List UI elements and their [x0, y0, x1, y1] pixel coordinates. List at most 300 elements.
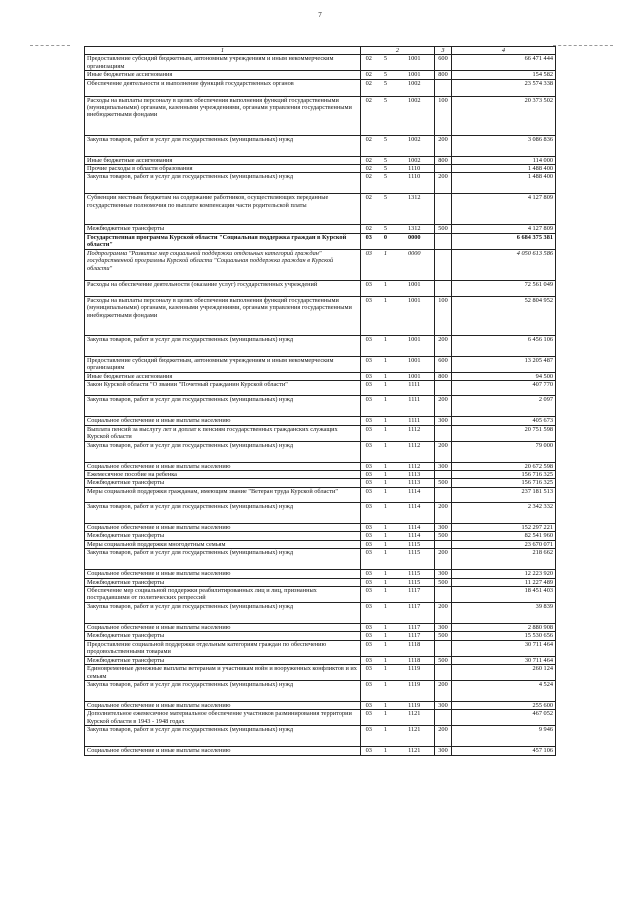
row-code-subprogram-cell: 1 — [377, 462, 395, 470]
table-row — [85, 487, 556, 502]
row-name-cell: Прочие расходы в области образования — [85, 165, 361, 173]
table-row — [85, 632, 556, 640]
row-code-subprogram-cell: 1 — [377, 335, 395, 356]
row-name-cell: Иные бюджетные ассигнования — [85, 71, 361, 79]
row-code-direction-cell: 1114 — [395, 487, 435, 502]
row-expense-type-cell — [435, 165, 452, 173]
table-row — [85, 381, 556, 396]
table-row — [85, 96, 556, 135]
row-expense-type-cell: 100 — [435, 96, 452, 135]
row-name-cell: Закупка товаров, работ и услуг для государственных (муниципальных) нужд — [85, 602, 361, 623]
row-code-direction-cell: 1121 — [395, 726, 435, 747]
row-code-subprogram-cell: 1 — [377, 532, 395, 540]
table-row — [85, 233, 556, 249]
row-code-program-cell: 03 — [361, 549, 377, 570]
row-code-subprogram-cell: 1 — [377, 578, 395, 586]
table-row — [85, 296, 556, 335]
row-code-subprogram-cell: 1 — [377, 280, 395, 296]
row-name-cell: Предоставление субсидий бюджетным, автономным учреждениям и иным некоммерческим организациям — [85, 55, 361, 71]
row-amount-cell: 1 488 400 — [452, 165, 556, 173]
row-name-cell: Единовременные денежные выплаты ветеранам и участникам войн и вооруженных конфликтов и их семьям — [85, 665, 361, 681]
row-expense-type-cell: 200 — [435, 726, 452, 747]
row-expense-type-cell: 300 — [435, 747, 452, 755]
row-name-cell: Закупка товаров, работ и услуг для государственных (муниципальных) нужд — [85, 335, 361, 356]
row-name-cell: Межбюджетные трансферты — [85, 479, 361, 487]
row-code-program-cell: 03 — [361, 540, 377, 548]
row-code-subprogram-cell: 1 — [377, 710, 395, 726]
row-code-subprogram-cell: 5 — [377, 225, 395, 233]
row-name-cell: Закупка товаров, работ и услуг для государственных (муниципальных) нужд — [85, 441, 361, 462]
row-amount-cell: 4 127 809 — [452, 194, 556, 225]
row-code-subprogram-cell: 1 — [377, 623, 395, 631]
row-amount-cell: 237 181 513 — [452, 487, 556, 502]
row-code-subprogram-cell: 1 — [377, 680, 395, 701]
row-code-direction-cell: 1115 — [395, 540, 435, 548]
row-code-subprogram-cell: 1 — [377, 502, 395, 523]
row-name-cell: Социальное обеспечение и иные выплаты населению — [85, 623, 361, 631]
row-code-subprogram-cell: 1 — [377, 523, 395, 531]
row-expense-type-cell: 300 — [435, 462, 452, 470]
row-amount-cell: 2 097 — [452, 396, 556, 417]
row-code-subprogram-cell: 1 — [377, 471, 395, 479]
table-row — [85, 280, 556, 296]
table-row — [85, 623, 556, 631]
row-amount-cell: 4 050 613 586 — [452, 249, 556, 280]
table-row — [85, 135, 556, 156]
row-amount-cell: 467 052 — [452, 710, 556, 726]
table-row — [85, 680, 556, 701]
row-code-subprogram-cell: 1 — [377, 381, 395, 396]
row-expense-type-cell: 200 — [435, 396, 452, 417]
page-number: 7 — [318, 11, 322, 19]
row-code-program-cell: 03 — [361, 747, 377, 755]
row-code-program-cell: 03 — [361, 710, 377, 726]
table-row — [85, 225, 556, 233]
row-name-cell: Закупка товаров, работ и услуг для государственных (муниципальных) нужд — [85, 549, 361, 570]
row-code-program-cell: 03 — [361, 233, 377, 249]
row-code-program-cell: 03 — [361, 701, 377, 709]
row-code-program-cell: 03 — [361, 417, 377, 425]
row-code-program-cell: 03 — [361, 296, 377, 335]
row-code-subprogram-cell: 5 — [377, 194, 395, 225]
row-expense-type-cell: 500 — [435, 578, 452, 586]
row-code-direction-cell: 1117 — [395, 586, 435, 602]
row-code-direction-cell: 1001 — [395, 280, 435, 296]
row-code-subprogram-cell: 1 — [377, 356, 395, 372]
row-name-cell: Социальное обеспечение и иные выплаты населению — [85, 462, 361, 470]
row-expense-type-cell: 200 — [435, 602, 452, 623]
row-amount-cell: 94 500 — [452, 372, 556, 380]
row-name-cell: Социальное обеспечение и иные выплаты населению — [85, 570, 361, 578]
row-expense-type-cell: 500 — [435, 656, 452, 664]
row-expense-type-cell: 300 — [435, 623, 452, 631]
row-code-subprogram-cell: 1 — [377, 396, 395, 417]
row-amount-cell: 2 880 908 — [452, 623, 556, 631]
table-row — [85, 586, 556, 602]
row-code-direction-cell: 1121 — [395, 747, 435, 755]
row-code-direction-cell: 1119 — [395, 665, 435, 681]
row-expense-type-cell: 800 — [435, 71, 452, 79]
row-amount-cell: 15 530 656 — [452, 632, 556, 640]
row-expense-type-cell — [435, 710, 452, 726]
row-expense-type-cell: 200 — [435, 502, 452, 523]
row-name-cell: Межбюджетные трансферты — [85, 656, 361, 664]
row-expense-type-cell — [435, 425, 452, 441]
row-code-direction-cell: 1117 — [395, 623, 435, 631]
table-row — [85, 194, 556, 225]
row-code-direction-cell: 1001 — [395, 372, 435, 380]
row-name-cell: Обеспечение мер социальной поддержки реабилитированных лиц и лиц, признанных пострадавшими от политических репрессий — [85, 586, 361, 602]
row-code-program-cell: 03 — [361, 372, 377, 380]
row-amount-cell: 3 086 836 — [452, 135, 556, 156]
row-name-cell: Ежемесячное пособие на ребенка — [85, 471, 361, 479]
table-row — [85, 540, 556, 548]
row-code-program-cell: 02 — [361, 225, 377, 233]
row-code-direction-cell: 1001 — [395, 55, 435, 71]
row-code-subprogram-cell: 1 — [377, 441, 395, 462]
row-code-direction-cell: 1001 — [395, 356, 435, 372]
table-row — [85, 479, 556, 487]
row-amount-cell: 218 662 — [452, 549, 556, 570]
row-code-program-cell: 03 — [361, 726, 377, 747]
row-expense-type-cell: 100 — [435, 296, 452, 335]
row-name-cell: Иные бюджетные ассигнования — [85, 372, 361, 380]
row-expense-type-cell: 200 — [435, 549, 452, 570]
header-col-2: 2 — [361, 47, 435, 55]
row-amount-cell: 255 600 — [452, 701, 556, 709]
table-row — [85, 417, 556, 425]
header-col-1: 1 — [85, 47, 361, 55]
row-code-program-cell: 02 — [361, 165, 377, 173]
row-code-direction-cell: 1113 — [395, 471, 435, 479]
row-amount-cell: 18 451 403 — [452, 586, 556, 602]
row-code-direction-cell: 1114 — [395, 532, 435, 540]
table-row — [85, 656, 556, 664]
row-expense-type-cell: 500 — [435, 532, 452, 540]
row-code-direction-cell: 1001 — [395, 71, 435, 79]
table-row — [85, 523, 556, 531]
row-code-direction-cell: 1115 — [395, 578, 435, 586]
row-code-subprogram-cell: 1 — [377, 479, 395, 487]
row-name-cell: Социальное обеспечение и иные выплаты населению — [85, 417, 361, 425]
row-code-program-cell: 03 — [361, 502, 377, 523]
row-amount-cell: 4 524 — [452, 680, 556, 701]
row-name-cell: Закупка товаров, работ и услуг для государственных (муниципальных) нужд — [85, 135, 361, 156]
row-amount-cell: 72 561 049 — [452, 280, 556, 296]
row-name-cell: Социальное обеспечение и иные выплаты населению — [85, 701, 361, 709]
row-code-subprogram-cell: 5 — [377, 173, 395, 194]
table-row — [85, 165, 556, 173]
row-name-cell: Расходы на выплаты персоналу в целях обеспечения выполнения функций государственными (муниципальными) органами, казенными учреждениями, органами управления государственными внебюджетными фондами — [85, 96, 361, 135]
row-expense-type-cell — [435, 249, 452, 280]
table-header-row — [85, 47, 556, 55]
row-expense-type-cell: 600 — [435, 55, 452, 71]
row-code-program-cell: 03 — [361, 280, 377, 296]
row-name-cell: Меры социальной поддержки гражданам, имеющим звание "Ветеран труда Курской области" — [85, 487, 361, 502]
row-code-direction-cell: 1118 — [395, 656, 435, 664]
row-code-program-cell: 03 — [361, 578, 377, 586]
row-amount-cell: 154 582 — [452, 71, 556, 79]
row-amount-cell: 20 751 598 — [452, 425, 556, 441]
table-row — [85, 425, 556, 441]
row-name-cell: Государственная программа Курской области "Социальная поддержка граждан в Курской области" — [85, 233, 361, 249]
row-name-cell: Закон Курской области "О звании "Почетный гражданин Курской области" — [85, 381, 361, 396]
row-code-direction-cell: 1118 — [395, 640, 435, 656]
row-expense-type-cell — [435, 586, 452, 602]
row-expense-type-cell: 800 — [435, 156, 452, 164]
row-amount-cell: 152 297 221 — [452, 523, 556, 531]
header-col-4: 4 — [452, 47, 556, 55]
row-code-subprogram-cell: 0 — [377, 233, 395, 249]
row-expense-type-cell — [435, 540, 452, 548]
row-code-program-cell: 03 — [361, 441, 377, 462]
row-amount-cell: 52 804 952 — [452, 296, 556, 335]
table-row — [85, 441, 556, 462]
row-amount-cell: 66 471 444 — [452, 55, 556, 71]
row-code-subprogram-cell: 1 — [377, 425, 395, 441]
row-code-program-cell: 03 — [361, 632, 377, 640]
row-code-direction-cell: 1119 — [395, 701, 435, 709]
row-name-cell: Межбюджетные трансферты — [85, 578, 361, 586]
row-code-program-cell: 03 — [361, 532, 377, 540]
row-name-cell: Межбюджетные трансферты — [85, 225, 361, 233]
row-code-subprogram-cell: 1 — [377, 249, 395, 280]
row-code-subprogram-cell: 1 — [377, 540, 395, 548]
row-amount-cell: 39 839 — [452, 602, 556, 623]
row-code-direction-cell: 1111 — [395, 381, 435, 396]
row-amount-cell: 1 488 400 — [452, 173, 556, 194]
table-row — [85, 249, 556, 280]
table-row — [85, 549, 556, 570]
row-amount-cell: 6 456 106 — [452, 335, 556, 356]
row-code-subprogram-cell: 5 — [377, 55, 395, 71]
row-expense-type-cell — [435, 381, 452, 396]
row-expense-type-cell: 200 — [435, 173, 452, 194]
row-code-direction-cell: 1115 — [395, 549, 435, 570]
row-code-subprogram-cell: 1 — [377, 296, 395, 335]
row-amount-cell: 12 223 920 — [452, 570, 556, 578]
row-code-program-cell: 03 — [361, 356, 377, 372]
row-amount-cell: 79 000 — [452, 441, 556, 462]
row-code-subprogram-cell: 5 — [377, 165, 395, 173]
table-row — [85, 372, 556, 380]
row-name-cell: Расходы на обеспечение деятельности (оказание услуг) государственных учреждений — [85, 280, 361, 296]
row-code-direction-cell: 1112 — [395, 441, 435, 462]
row-amount-cell: 9 946 — [452, 726, 556, 747]
row-name-cell: Дополнительное ежемесячное материальное обеспечение участников разминирования территории Курской области в 1943 - 1948 годах — [85, 710, 361, 726]
table-row — [85, 471, 556, 479]
row-code-direction-cell: 1112 — [395, 425, 435, 441]
row-code-program-cell: 02 — [361, 71, 377, 79]
row-code-direction-cell: 1001 — [395, 335, 435, 356]
row-code-direction-cell: 1110 — [395, 173, 435, 194]
row-expense-type-cell — [435, 487, 452, 502]
row-expense-type-cell — [435, 233, 452, 249]
row-name-cell: Закупка товаров, работ и услуг для государственных (муниципальных) нужд — [85, 173, 361, 194]
row-expense-type-cell — [435, 640, 452, 656]
row-name-cell: Межбюджетные трансферты — [85, 532, 361, 540]
row-name-cell: Подпрограмма "Развитие мер социальной поддержки отдельных категорий граждан" государственной программы Курской области "Социальная поддержка граждан в Курской области" — [85, 249, 361, 280]
row-expense-type-cell: 200 — [435, 680, 452, 701]
row-expense-type-cell: 300 — [435, 417, 452, 425]
row-code-direction-cell: 1111 — [395, 396, 435, 417]
row-code-program-cell: 02 — [361, 135, 377, 156]
row-amount-cell: 156 716 325 — [452, 479, 556, 487]
row-expense-type-cell: 300 — [435, 570, 452, 578]
row-name-cell: Иные бюджетные ассигнования — [85, 156, 361, 164]
row-code-subprogram-cell: 5 — [377, 79, 395, 96]
row-code-program-cell: 02 — [361, 156, 377, 164]
row-code-program-cell: 03 — [361, 462, 377, 470]
row-code-subprogram-cell: 5 — [377, 135, 395, 156]
row-code-direction-cell: 0000 — [395, 249, 435, 280]
table-row — [85, 462, 556, 470]
row-amount-cell: 4 127 809 — [452, 225, 556, 233]
row-code-direction-cell: 1115 — [395, 570, 435, 578]
row-amount-cell: 407 770 — [452, 381, 556, 396]
row-expense-type-cell: 500 — [435, 479, 452, 487]
row-expense-type-cell — [435, 471, 452, 479]
row-expense-type-cell: 500 — [435, 225, 452, 233]
row-amount-cell: 20 373 502 — [452, 96, 556, 135]
row-code-direction-cell: 1112 — [395, 462, 435, 470]
row-amount-cell: 30 711 464 — [452, 640, 556, 656]
table-row — [85, 71, 556, 79]
table-row — [85, 640, 556, 656]
row-expense-type-cell — [435, 280, 452, 296]
row-expense-type-cell: 200 — [435, 441, 452, 462]
row-code-program-cell: 03 — [361, 570, 377, 578]
row-code-program-cell: 03 — [361, 656, 377, 664]
row-code-direction-cell: 1312 — [395, 225, 435, 233]
row-code-direction-cell: 1113 — [395, 479, 435, 487]
row-code-direction-cell: 1002 — [395, 79, 435, 96]
row-amount-cell: 13 205 487 — [452, 356, 556, 372]
row-code-program-cell: 03 — [361, 471, 377, 479]
table-row — [85, 532, 556, 540]
row-code-subprogram-cell: 1 — [377, 701, 395, 709]
row-expense-type-cell: 200 — [435, 335, 452, 356]
table-row — [85, 602, 556, 623]
row-code-program-cell: 03 — [361, 523, 377, 531]
table-row — [85, 335, 556, 356]
row-name-cell: Социальное обеспечение и иные выплаты населению — [85, 523, 361, 531]
table-row — [85, 173, 556, 194]
row-name-cell: Предоставление социальной поддержки отдельным категориям граждан по обеспечению продовольственными товарами — [85, 640, 361, 656]
row-code-program-cell: 03 — [361, 249, 377, 280]
row-code-program-cell: 03 — [361, 487, 377, 502]
table-row — [85, 747, 556, 755]
row-code-direction-cell: 0000 — [395, 233, 435, 249]
row-code-subprogram-cell: 1 — [377, 726, 395, 747]
row-expense-type-cell: 600 — [435, 356, 452, 372]
table-row — [85, 578, 556, 586]
row-code-subprogram-cell: 1 — [377, 640, 395, 656]
row-name-cell: Закупка товаров, работ и услуг для государственных (муниципальных) нужд — [85, 680, 361, 701]
row-name-cell: Выплата пенсий за выслугу лет и доплат к пенсиям государственных гражданских служащих Курской области — [85, 425, 361, 441]
table-row — [85, 55, 556, 71]
row-code-subprogram-cell: 1 — [377, 487, 395, 502]
row-expense-type-cell: 200 — [435, 135, 452, 156]
row-code-program-cell: 03 — [361, 479, 377, 487]
row-code-program-cell: 02 — [361, 194, 377, 225]
row-code-subprogram-cell: 1 — [377, 747, 395, 755]
row-code-direction-cell: 1117 — [395, 632, 435, 640]
row-code-program-cell: 03 — [361, 425, 377, 441]
row-name-cell: Закупка товаров, работ и услуг для государственных (муниципальных) нужд — [85, 396, 361, 417]
row-code-subprogram-cell: 1 — [377, 665, 395, 681]
row-code-program-cell: 02 — [361, 96, 377, 135]
table-row — [85, 156, 556, 164]
row-code-subprogram-cell: 5 — [377, 156, 395, 164]
row-amount-cell: 23 574 338 — [452, 79, 556, 96]
row-expense-type-cell: 500 — [435, 632, 452, 640]
table-row — [85, 570, 556, 578]
row-code-subprogram-cell: 1 — [377, 586, 395, 602]
row-code-subprogram-cell: 1 — [377, 570, 395, 578]
row-name-cell: Закупка товаров, работ и услуг для государственных (муниципальных) нужд — [85, 502, 361, 523]
row-expense-type-cell — [435, 665, 452, 681]
row-amount-cell: 30 711 464 — [452, 656, 556, 664]
row-amount-cell: 82 541 960 — [452, 532, 556, 540]
row-code-program-cell: 03 — [361, 602, 377, 623]
row-expense-type-cell — [435, 79, 452, 96]
row-amount-cell: 2 342 332 — [452, 502, 556, 523]
row-code-subprogram-cell: 5 — [377, 71, 395, 79]
row-code-subprogram-cell: 1 — [377, 632, 395, 640]
row-code-program-cell: 03 — [361, 586, 377, 602]
row-code-program-cell: 02 — [361, 173, 377, 194]
row-expense-type-cell — [435, 194, 452, 225]
row-amount-cell: 114 000 — [452, 156, 556, 164]
row-code-program-cell: 03 — [361, 640, 377, 656]
row-code-program-cell: 03 — [361, 396, 377, 417]
row-expense-type-cell: 300 — [435, 523, 452, 531]
row-code-subprogram-cell: 1 — [377, 549, 395, 570]
row-amount-cell: 260 124 — [452, 665, 556, 681]
row-amount-cell: 23 670 071 — [452, 540, 556, 548]
row-code-subprogram-cell: 1 — [377, 656, 395, 664]
table-row — [85, 701, 556, 709]
row-code-program-cell: 03 — [361, 665, 377, 681]
table-row — [85, 726, 556, 747]
row-code-direction-cell: 1110 — [395, 165, 435, 173]
table-row — [85, 502, 556, 523]
row-code-direction-cell: 1001 — [395, 296, 435, 335]
row-name-cell: Расходы на выплаты персоналу в целях обеспечения выполнения функций государственными (муниципальными) органами, казенными учреждениями, органами управления государственными внебюджетными фондами — [85, 296, 361, 335]
header-col-3: 3 — [435, 47, 452, 55]
row-code-program-cell: 03 — [361, 381, 377, 396]
row-code-program-cell: 03 — [361, 335, 377, 356]
row-code-direction-cell: 1121 — [395, 710, 435, 726]
scan-artifact-line — [30, 45, 70, 46]
row-code-direction-cell: 1002 — [395, 135, 435, 156]
row-amount-cell: 6 684 375 381 — [452, 233, 556, 249]
row-name-cell: Обеспечение деятельности и выполнение функций государственных органов — [85, 79, 361, 96]
row-code-direction-cell: 1114 — [395, 502, 435, 523]
row-code-direction-cell: 1111 — [395, 417, 435, 425]
table-row — [85, 356, 556, 372]
row-name-cell: Социальное обеспечение и иные выплаты населению — [85, 747, 361, 755]
row-expense-type-cell: 300 — [435, 701, 452, 709]
table-row — [85, 79, 556, 96]
row-amount-cell: 457 106 — [452, 747, 556, 755]
row-code-subprogram-cell: 1 — [377, 602, 395, 623]
row-name-cell: Меры социальной поддержки многодетным семьям — [85, 540, 361, 548]
row-code-program-cell: 03 — [361, 680, 377, 701]
row-code-direction-cell: 1002 — [395, 156, 435, 164]
row-code-direction-cell: 1119 — [395, 680, 435, 701]
